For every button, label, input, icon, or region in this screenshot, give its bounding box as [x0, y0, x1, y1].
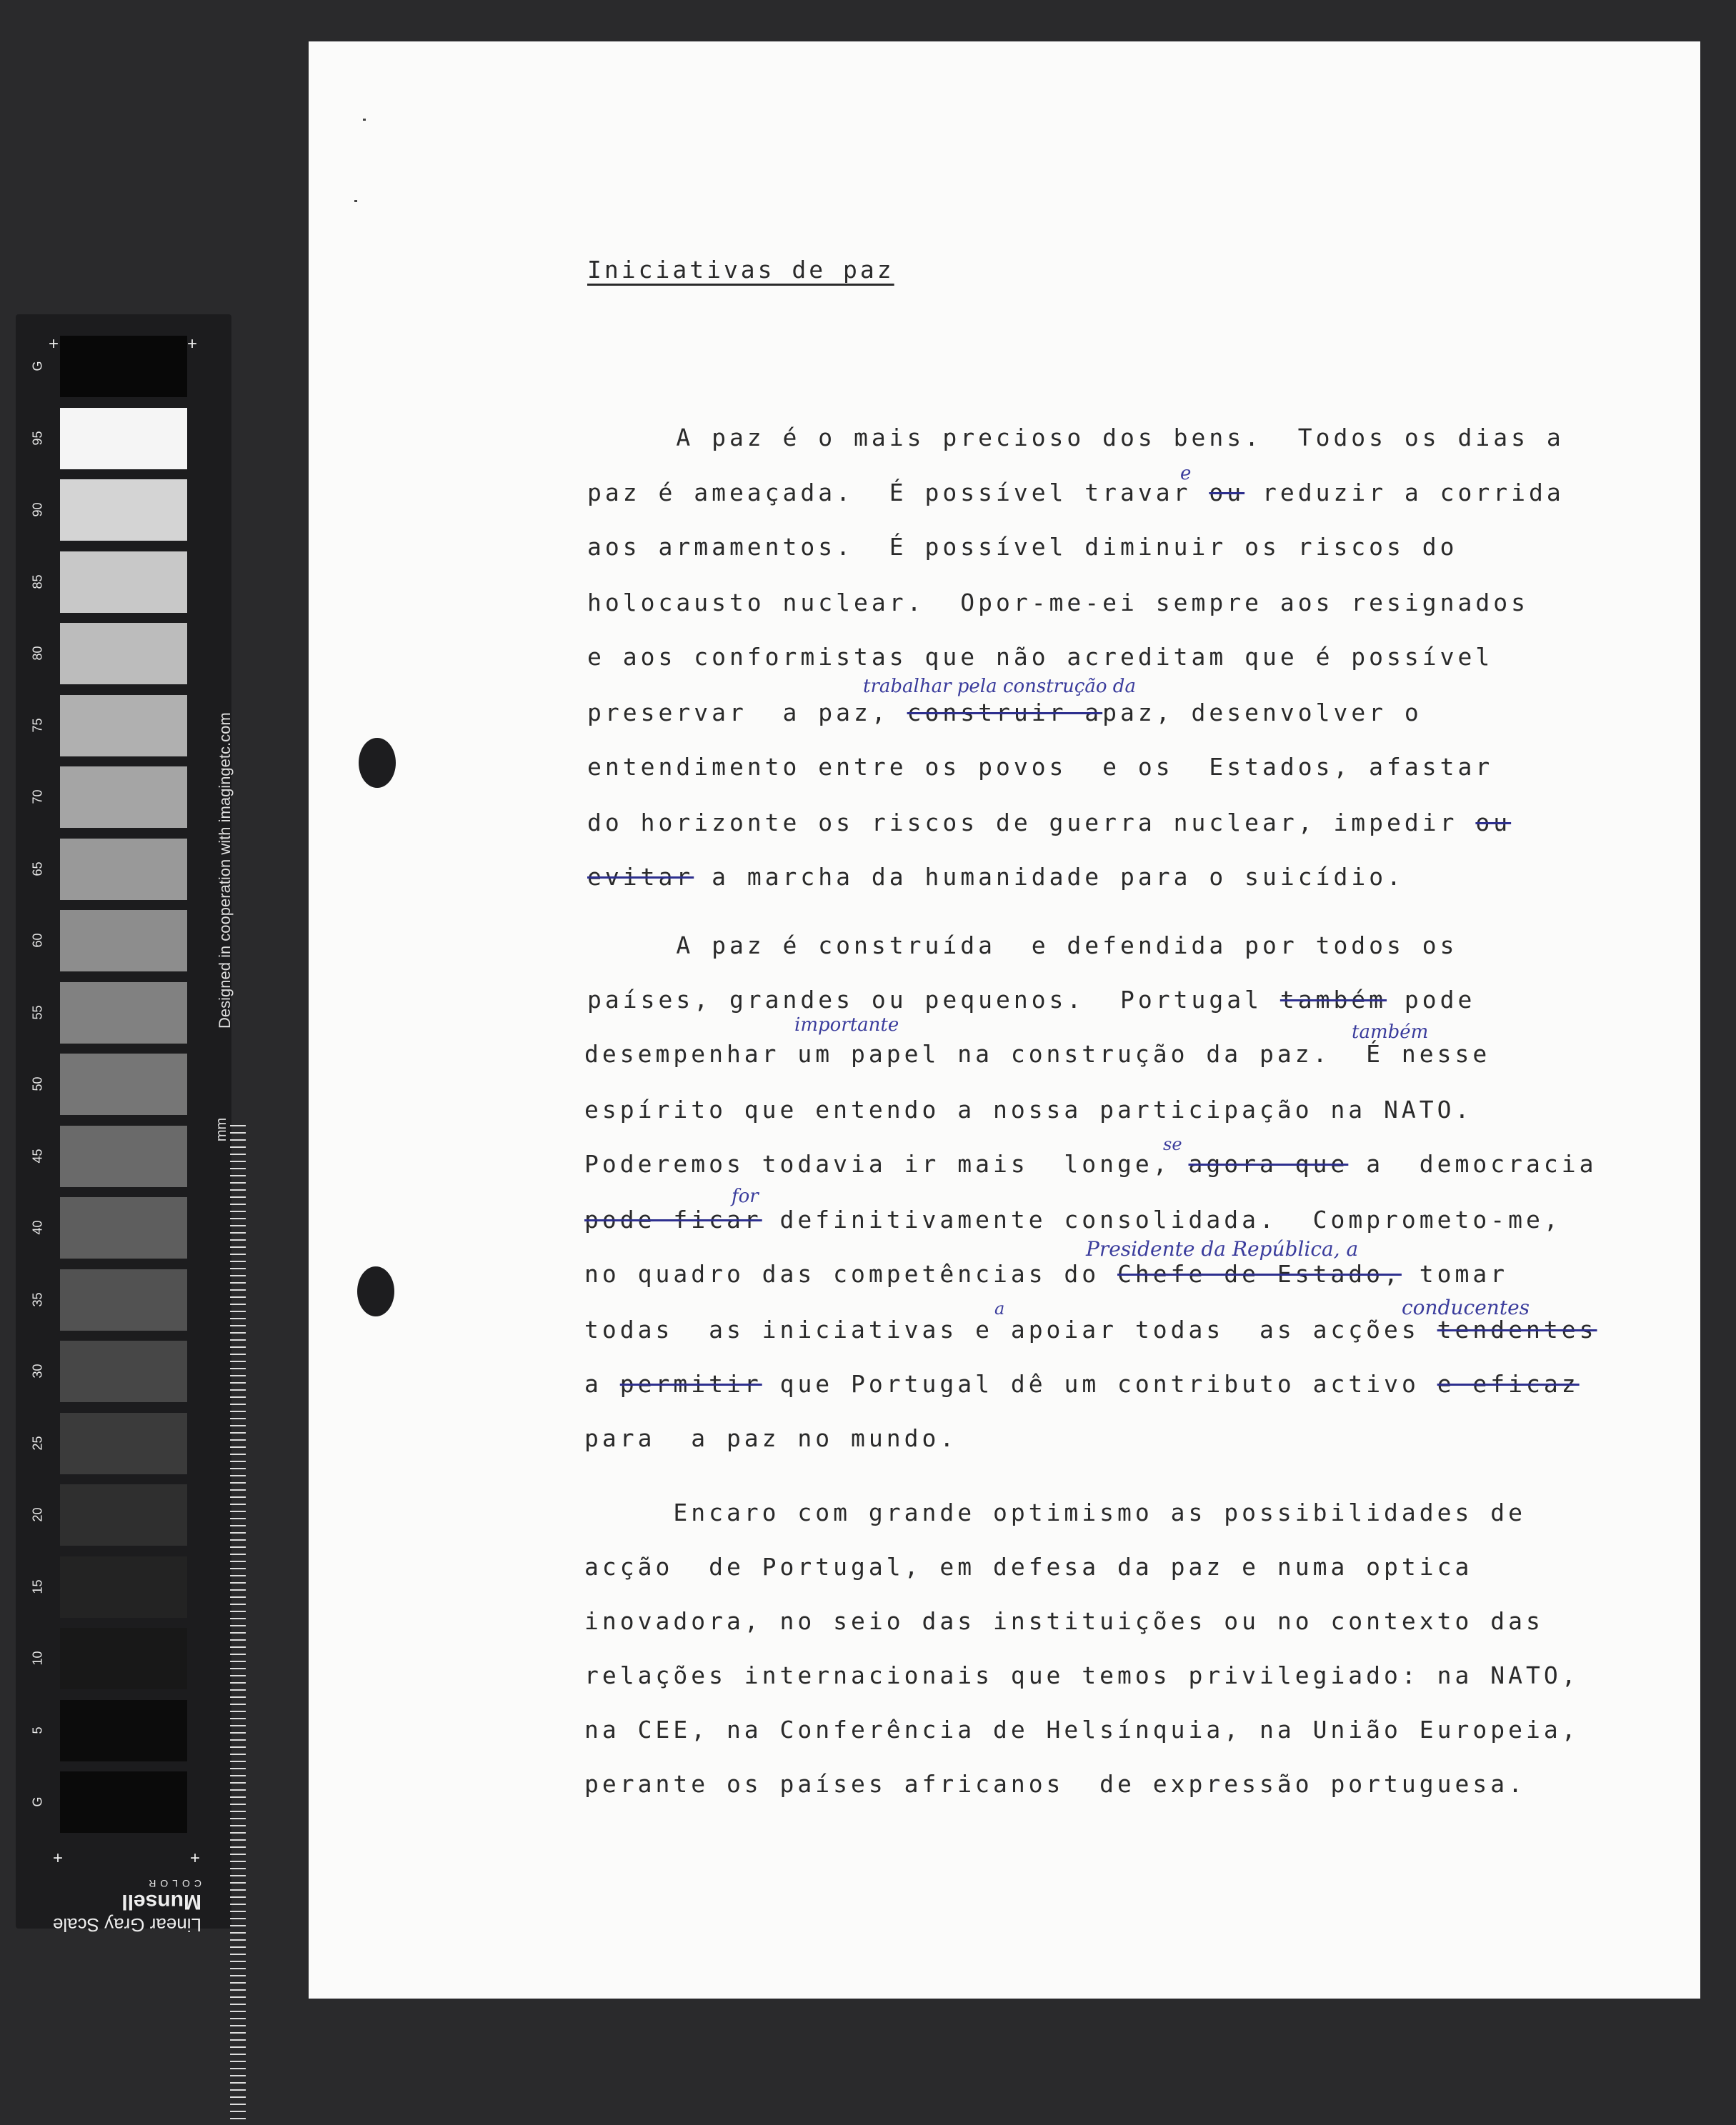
brand-sub-text: COLOR [144, 1878, 201, 1889]
registration-mark: + [187, 334, 198, 354]
text-line: Encaro com grande optimismo as possibilidades de [584, 1499, 1526, 1526]
text-line: relações internacionais que temos privilegiado: na NATO, [584, 1661, 1580, 1689]
gray-patch-label: 65 [30, 861, 45, 876]
text-line: para a paz no mundo. [584, 1424, 958, 1452]
gray-patch-label: 95 [30, 430, 45, 446]
text-line: inovadora, no seio das instituições ou no contexto das [584, 1607, 1544, 1635]
handwritten-annotation: for [732, 1186, 759, 1207]
scale-title: Linear Gray Scale [52, 1914, 201, 1936]
handwritten-annotation: trabalhar pela construção da [863, 676, 1136, 697]
ruler-unit-label: mm [214, 1117, 230, 1142]
text-line: A paz é construída e defendida por todos os [587, 931, 1458, 959]
gray-patch-label: G [30, 361, 45, 371]
text-line: desempenhar um papel na construção da paz. É nesse [584, 1040, 1491, 1068]
text-line: na CEE, na Conferência de Helsínquia, na União Europeia, [584, 1716, 1580, 1744]
registration-mark: + [190, 1849, 201, 1868]
text-line: acção de Portugal, em defesa da paz e numa optica [584, 1553, 1473, 1581]
handwritten-annotation: conducentes [1402, 1296, 1530, 1319]
gray-patch-label: 50 [30, 1076, 45, 1091]
text-line: países, grandes ou pequenos. Portugal também pode [587, 986, 1476, 1014]
text-line: paz é ameaçada. É possível travar ou reduzir a corrida [587, 479, 1565, 506]
gray-patch-label: 20 [30, 1507, 45, 1522]
text-line: entendimento entre os povos e os Estados, afastar [587, 753, 1494, 781]
gray-patch [60, 1556, 187, 1618]
gray-patch-label: 75 [30, 717, 45, 733]
gray-patch-label: 90 [30, 502, 45, 517]
text-line: todas as iniciativas e apoiar todas as acções tendentes [584, 1316, 1597, 1344]
gray-patch [60, 982, 187, 1044]
millimeter-ruler [230, 1125, 246, 2125]
handwritten-annotation: e [1180, 463, 1192, 484]
gray-patch-label: 70 [30, 789, 45, 804]
scale-branding [44, 1879, 201, 1936]
gray-patch-label: G [30, 1796, 45, 1807]
gray-patch [60, 766, 187, 828]
gray-patch-label: 55 [30, 1004, 45, 1020]
text-line: do horizonte os riscos de guerra nuclear, impedir ou [587, 809, 1512, 836]
gray-scale-card [16, 314, 234, 1936]
handwritten-annotation: importante [794, 1014, 899, 1036]
text-line: aos armamentos. É possível diminuir os riscos do [587, 533, 1458, 561]
gray-patch [60, 1054, 187, 1115]
gray-patch [60, 1771, 187, 1833]
gray-patch [60, 695, 187, 756]
text-line: a permitir que Portugal dê um contributo activo e eficaz [584, 1370, 1580, 1398]
gray-patch-label: 15 [30, 1579, 45, 1594]
gray-patch [60, 408, 187, 469]
gray-patch-label: 40 [30, 1220, 45, 1235]
text-line: evitar a marcha da humanidade para o suicídio. [587, 863, 1405, 891]
brand-logo-text: Munsell [121, 1890, 201, 1914]
text-line: pode ficar definitivamente consolidada. Comprometo-me, [584, 1206, 1562, 1234]
handwritten-annotation: também [1352, 1021, 1429, 1043]
gray-patch [60, 623, 187, 684]
handwritten-annotation: Presidente da República, a [1086, 1237, 1359, 1261]
text-line: espírito que entendo a nossa participação na NATO. [584, 1096, 1473, 1124]
gray-patch-label: 60 [30, 933, 45, 948]
gray-patch [60, 1197, 187, 1259]
text-line: preservar a paz, construir apaz, desenvolver o [587, 699, 1422, 726]
gray-patch [60, 1700, 187, 1761]
gray-patch [60, 551, 187, 613]
gray-patch-label: 30 [30, 1364, 45, 1379]
gray-patch [60, 479, 187, 541]
document-body [309, 41, 1700, 1999]
gray-patch [60, 1126, 187, 1187]
gray-patch-label: 10 [30, 1651, 45, 1666]
text-line: perante os países africanos de expressão portuguesa. [584, 1770, 1526, 1798]
page-title: Iniciativas de paz [587, 256, 894, 284]
text-line: e aos conformistas que não acreditam que é possível [587, 643, 1494, 671]
gray-patch [60, 1628, 187, 1689]
handwritten-annotation: se [1163, 1134, 1182, 1154]
gray-patch-label: 85 [30, 574, 45, 589]
registration-mark: + [53, 1849, 64, 1868]
gray-patch [60, 839, 187, 900]
gray-patch-label: 45 [30, 1148, 45, 1164]
gray-patch [60, 910, 187, 971]
text-line: A paz é o mais precioso dos bens. Todos os dias a [587, 424, 1565, 451]
document-page [309, 41, 1700, 1999]
scale-credit: Designed in cooperation with imagingetc.com [216, 712, 234, 1029]
gray-patch [60, 1269, 187, 1331]
text-line: no quadro das competências do Chefe de Estado, tomar [584, 1260, 1509, 1288]
gray-patch [60, 1413, 187, 1474]
gray-patch-label: 80 [30, 646, 45, 661]
gray-patch-label: 25 [30, 1435, 45, 1451]
registration-mark: + [49, 334, 59, 354]
gray-patch [60, 1484, 187, 1546]
gray-patch [60, 336, 187, 397]
text-line: holocausto nuclear. Opor-me-ei sempre aos resignados [587, 589, 1529, 616]
gray-patch [60, 1341, 187, 1402]
gray-patch-label: 35 [30, 1291, 45, 1307]
gray-patch-label: 5 [30, 1726, 45, 1734]
handwritten-annotation: a [994, 1299, 1005, 1319]
text-line: Poderemos todavia ir mais longe, agora que a democracia [584, 1150, 1597, 1178]
